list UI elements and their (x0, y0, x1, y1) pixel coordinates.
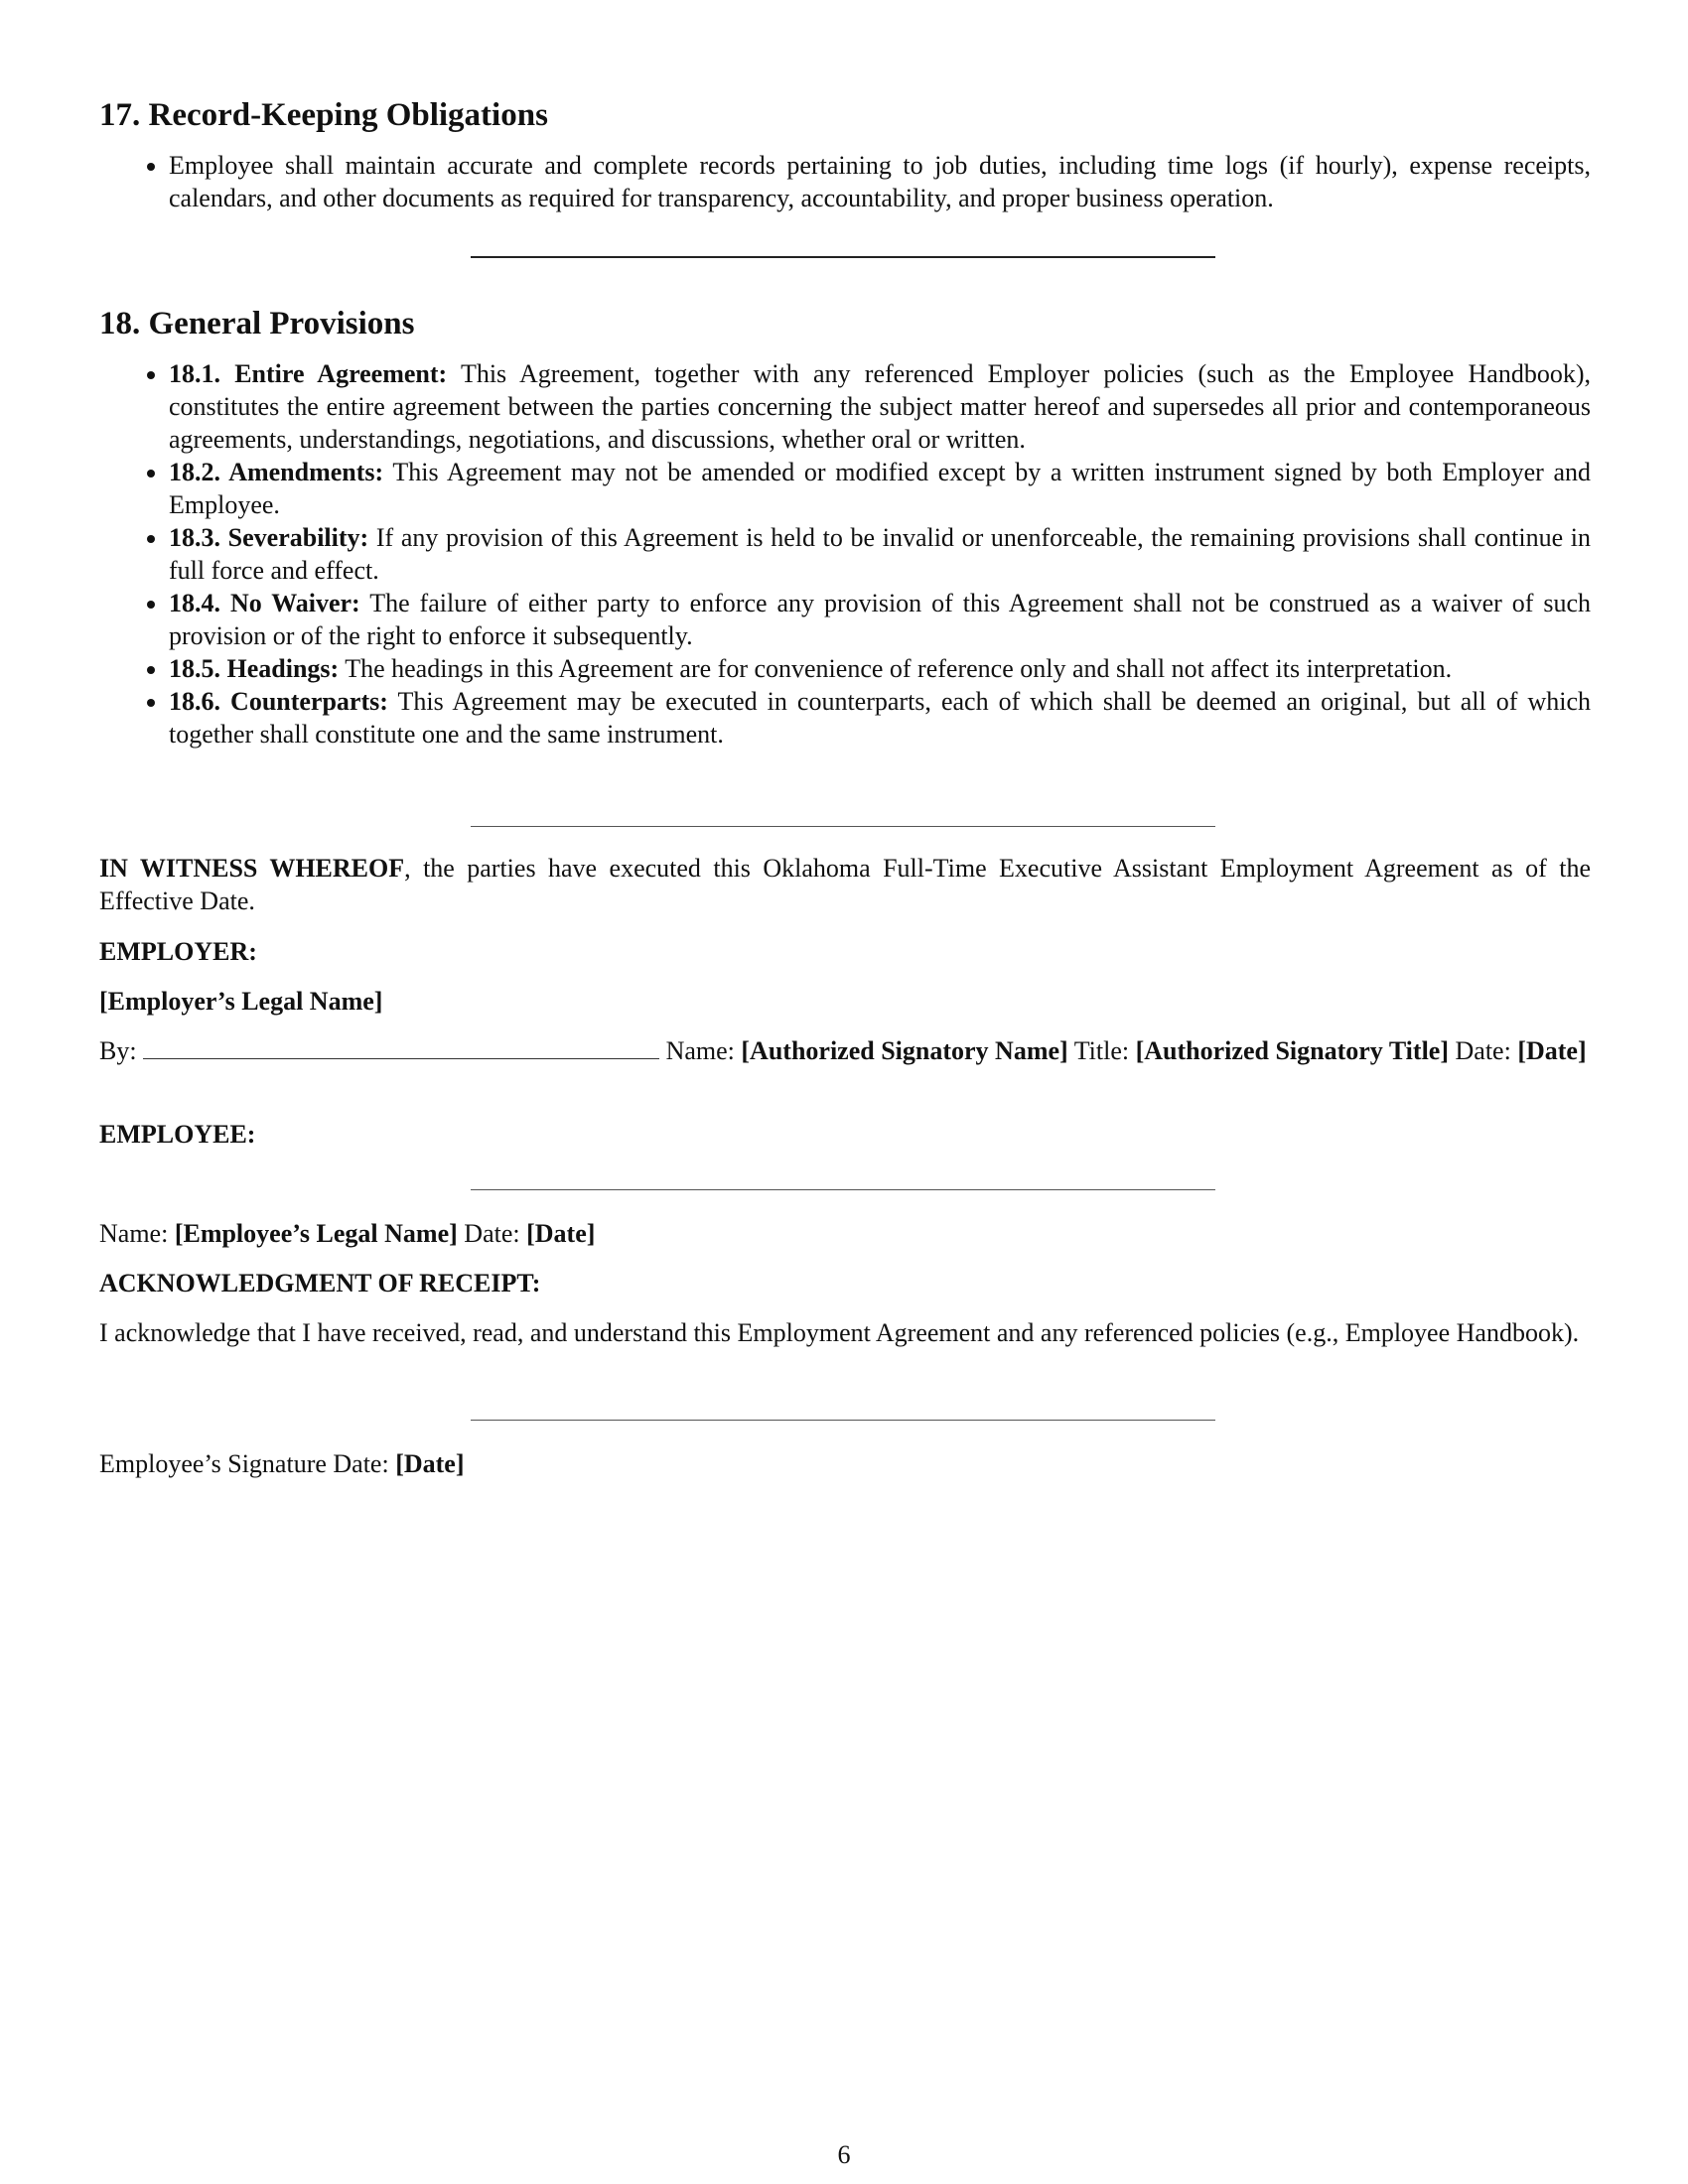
section-17-heading: 17. Record-Keeping Obligations (99, 97, 548, 133)
signatory-title: [Authorized Signatory Title] (1135, 1036, 1449, 1065)
employee-name-line (99, 1217, 1591, 1250)
name-label: Name: (665, 1036, 735, 1065)
employer-legal-name-text: [Employer’s Legal Name] (99, 987, 383, 1016)
provision-text: This Agreement may not be amended or modified except by a written instrument signed by both Employer and Employee. (169, 458, 1591, 519)
list-item (169, 685, 1591, 751)
provision-text: If any provision of this Agreement is held to be invalid or unenforceable, the remaining provisions shall continue in full force and effect. (169, 523, 1591, 585)
provision-text: The headings in this Agreement are for convenience of reference only and shall not affect its interpretation. (339, 654, 1453, 683)
list-item (169, 652, 1591, 685)
acknowledgment-signature-line (471, 1420, 1215, 1421)
provision-label: 18.1. Entire Agreement: (169, 359, 448, 388)
section-17 (99, 95, 1591, 214)
provision-text: The failure of either party to enforce any provision of this Agreement shall not be construed as a waiver of such provision or of the right to enforce it subsequently. (169, 589, 1591, 650)
employee-heading-text: EMPLOYEE: (99, 1120, 256, 1149)
list-item (169, 357, 1591, 456)
section-18 (99, 304, 1591, 751)
witness-paragraph (99, 852, 1591, 917)
provision-label: 18.3. Severability: (169, 523, 369, 552)
section-divider (471, 256, 1215, 258)
by-label: By: (99, 1036, 137, 1065)
provision-label: 18.4. No Waiver: (169, 589, 360, 617)
signatory-name: [Authorized Signatory Name] (741, 1036, 1068, 1065)
page-number: 6 (837, 2140, 851, 2169)
list-item: • Employee shall maintain accurate and complete records pertaining to job duties, including time logs (if hourly), expense receipts, calendars, and other documents as required for transparency, accountability, and proper business operation. (169, 149, 1591, 214)
list-item (169, 456, 1591, 521)
section-17-list (99, 149, 1591, 214)
employer-signature-line (143, 1038, 659, 1059)
provision-text: This Agreement may be executed in counterparts, each of which shall be deemed an original, but all of which together shall constitute one and the same instrument. (169, 687, 1591, 749)
acknowledgment-heading (99, 1267, 1591, 1299)
acknowledgment-signature-date (99, 1447, 1591, 1480)
provision-label: 18.6. Counterparts: (169, 687, 388, 716)
employee-heading (99, 1118, 1591, 1151)
provision-label: 18.5. Headings: (169, 654, 340, 683)
signature-date-label: Employee’s Signature Date: (99, 1449, 389, 1478)
acknowledgment-date: [Date] (395, 1449, 465, 1478)
employer-heading-text: EMPLOYER: (99, 937, 257, 966)
acknowledgment-heading-text: ACKNOWLEDGMENT OF RECEIPT: (99, 1269, 541, 1297)
section-18-list (99, 357, 1591, 751)
provision-label: 18.2. Amendments: (169, 458, 384, 486)
title-label: Title: (1073, 1036, 1130, 1065)
employer-legal-name (99, 985, 1591, 1018)
witness-text: , the parties have executed this Oklahoma Full-Time Executive Assistant Employment Agreement as of the Effective Date. (99, 854, 1591, 915)
acknowledgment-text: I acknowledge that I have received, read, and understand this Employment Agreement and any referenced policies (e.g., Employee Handbook). (99, 1318, 1580, 1347)
witness-lead: IN WITNESS WHEREOF (99, 854, 405, 883)
section-divider (471, 826, 1215, 827)
date-label: Date: (1455, 1036, 1511, 1065)
employer-heading (99, 935, 1591, 968)
name-label: Name: (99, 1219, 169, 1248)
date-label: Date: (464, 1219, 520, 1248)
list-item (169, 587, 1591, 652)
employee-signature-line (471, 1189, 1215, 1190)
employee-name: [Employee’s Legal Name] (174, 1219, 458, 1248)
employee-date: [Date] (526, 1219, 596, 1248)
list-item (169, 521, 1591, 587)
provision-text: This Agreement, together with any referenced Employer policies (such as the Employee Handbook), constitutes the entire agreement between the parties concerning the subject matter hereof and supersedes all prior and contemporaneous agreements, understandings, negotiations, and discussions, whether oral or written. (169, 359, 1591, 454)
employer-signature-block (99, 1034, 1591, 1067)
employer-date: [Date] (1517, 1036, 1587, 1065)
section-18-heading: 18. General Provisions (99, 306, 415, 341)
